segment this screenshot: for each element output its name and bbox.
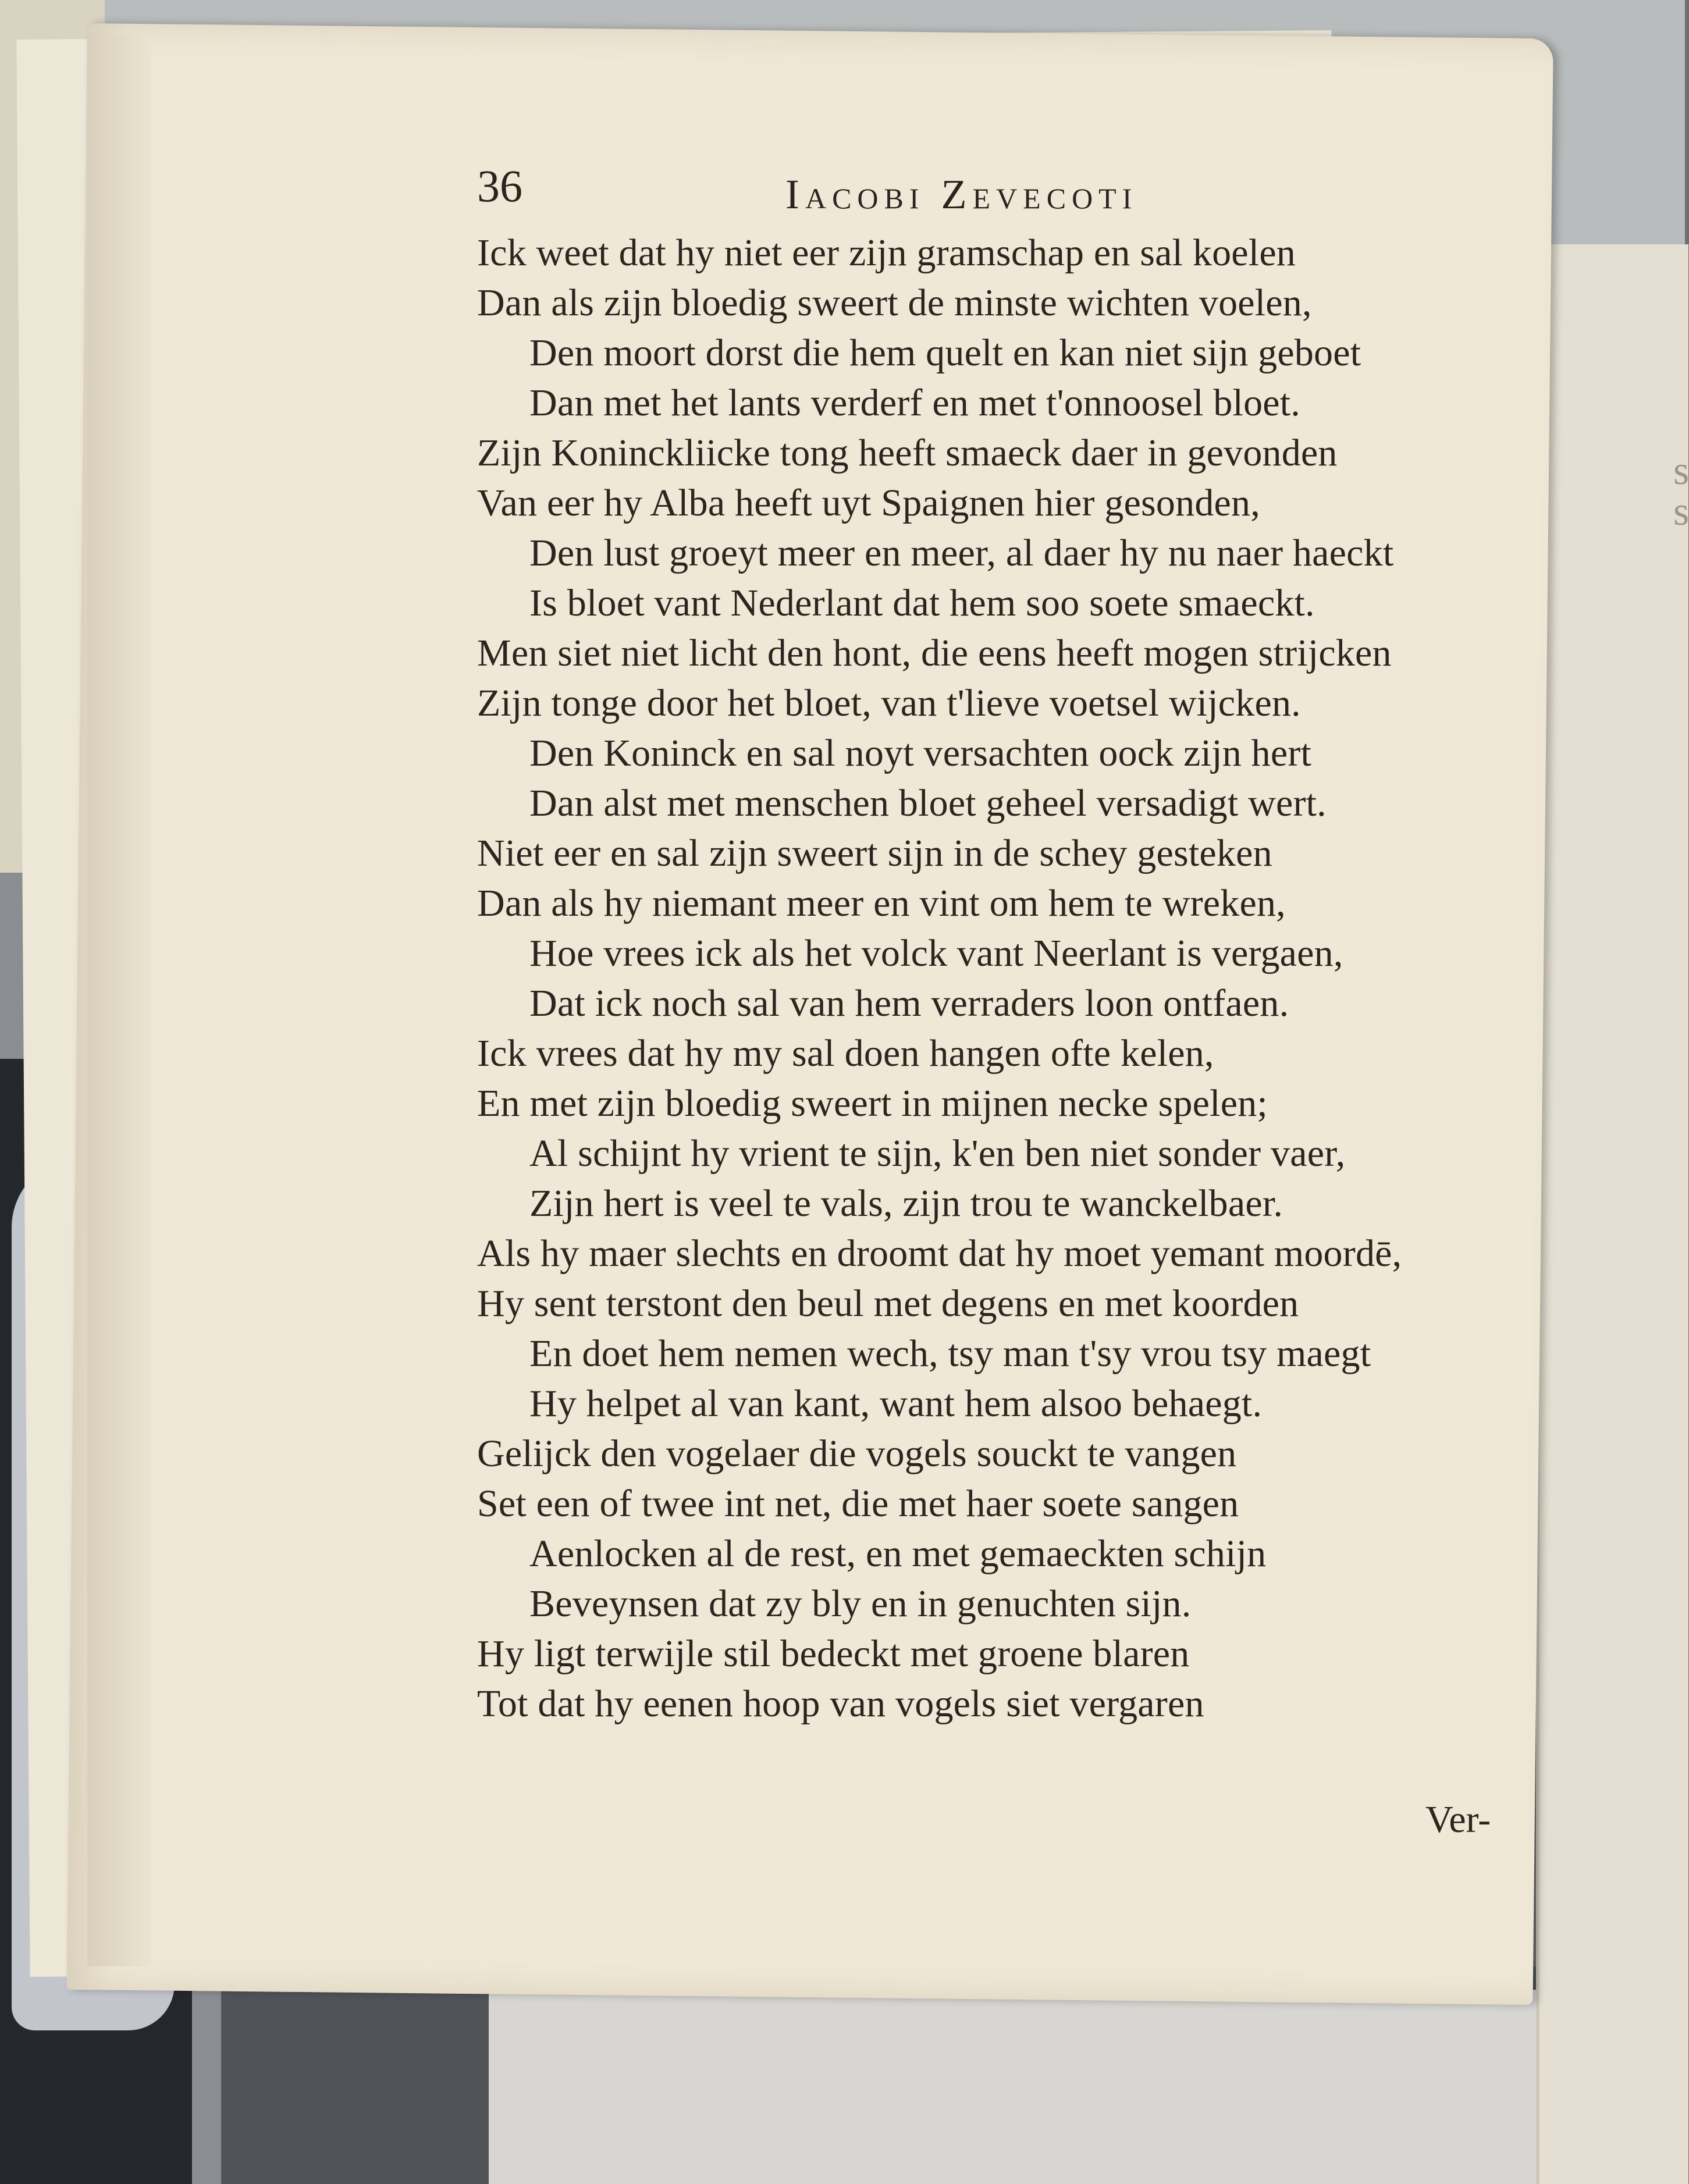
paper-underlay — [489, 1990, 1685, 2184]
poem-line: Aenlocken al de rest, en met gemaeckten schijn — [529, 1532, 1267, 1575]
poem-line: Van eer hy Alba heeft uyt Spaignen hier gesonden, — [477, 482, 1260, 524]
poem-line: Ick weet dat hy niet eer zijn gramschap en sal koelen — [477, 232, 1296, 274]
poem-line: Zijn hert is veel te vals, zijn trou te wanckelbaer. — [529, 1182, 1283, 1225]
poem-line: En met zijn bloedig sweert in mijnen necke spelen; — [477, 1082, 1268, 1125]
poem-line: Als hy maer slechts en droomt dat hy moet yemant moordē, — [477, 1232, 1402, 1275]
facing-page-letter: s — [1673, 449, 1689, 493]
poem-line: Hy sent terstont den beul met degens en met koorden — [477, 1282, 1299, 1325]
poem-line: Den lust groeyt meer en meer, al daer hy nu naer haeckt — [529, 532, 1394, 574]
poem-line: Niet eer en sal zijn sweert sijn in de schey gesteken — [477, 832, 1272, 874]
poem-line: Gelijck den vogelaer die vogels souckt te vangen — [477, 1432, 1237, 1475]
poem-line: Hy helpet al van kant, want hem alsoo behaegt. — [529, 1382, 1263, 1425]
catchword: Ver- — [1425, 1798, 1491, 1841]
poem-line: Zijn Koninckliicke tong heeft smaeck daer in gevonden — [477, 432, 1338, 474]
poem-line: Hoe vrees ick als het volck vant Neerlant is vergaen, — [529, 932, 1343, 974]
poem-line: Dan als zijn bloedig sweert de minste wichten voelen, — [477, 282, 1312, 324]
facing-page — [1536, 244, 1688, 2184]
poem-line: Dan alst met menschen bloet geheel versadigt wert. — [529, 782, 1327, 824]
poem-line: Dan met het lants verderf en met t'onnoosel bloet. — [529, 382, 1301, 424]
poem-line: Men siet niet licht den hont, die eens heeft mogen strijcken — [477, 632, 1392, 674]
poem-line: Set een of twee int net, die met haer soete sangen — [477, 1482, 1239, 1525]
poem-line: Dat ick noch sal van hem verraders loon ontfaen. — [529, 982, 1289, 1025]
poem-line: Beveynsen dat zy bly en in genuchten sijn. — [529, 1582, 1192, 1625]
poem-line: Dan als hy niemant meer en vint om hem te wreken, — [477, 882, 1286, 924]
page-number: 36 — [477, 161, 522, 211]
poem-line: En doet hem nemen wech, tsy man t'sy vrou tsy maegt — [529, 1332, 1371, 1375]
poem-line: Ick vrees dat hy my sal doen hangen ofte kelen, — [477, 1032, 1214, 1075]
facing-page-letter: s — [1673, 489, 1689, 534]
poem-line: Den Koninck en sal noyt versachten oock zijn hert — [529, 732, 1312, 774]
poem-line: Al schijnt hy vrient te sijn, k'en ben niet sonder vaer, — [529, 1132, 1346, 1175]
page-header — [477, 160, 1350, 230]
poem-line: Zijn tonge door het bloet, van t'lieve voetsel wijcken. — [477, 682, 1301, 724]
running-title: Iacobi Zevecoti — [785, 171, 1138, 218]
poem-line: Is bloet vant Nederlant dat hem soo soete smaeckt. — [529, 582, 1315, 624]
poem-line: Den moort dorst die hem quelt en kan niet sijn geboet — [529, 332, 1361, 374]
poem-line: Hy ligt terwijle stil bedeckt met groene blaren — [477, 1632, 1190, 1675]
page-edges — [87, 35, 151, 1966]
poem-line: Tot dat hy eenen hoop van vogels siet vergaren — [477, 1683, 1204, 1725]
